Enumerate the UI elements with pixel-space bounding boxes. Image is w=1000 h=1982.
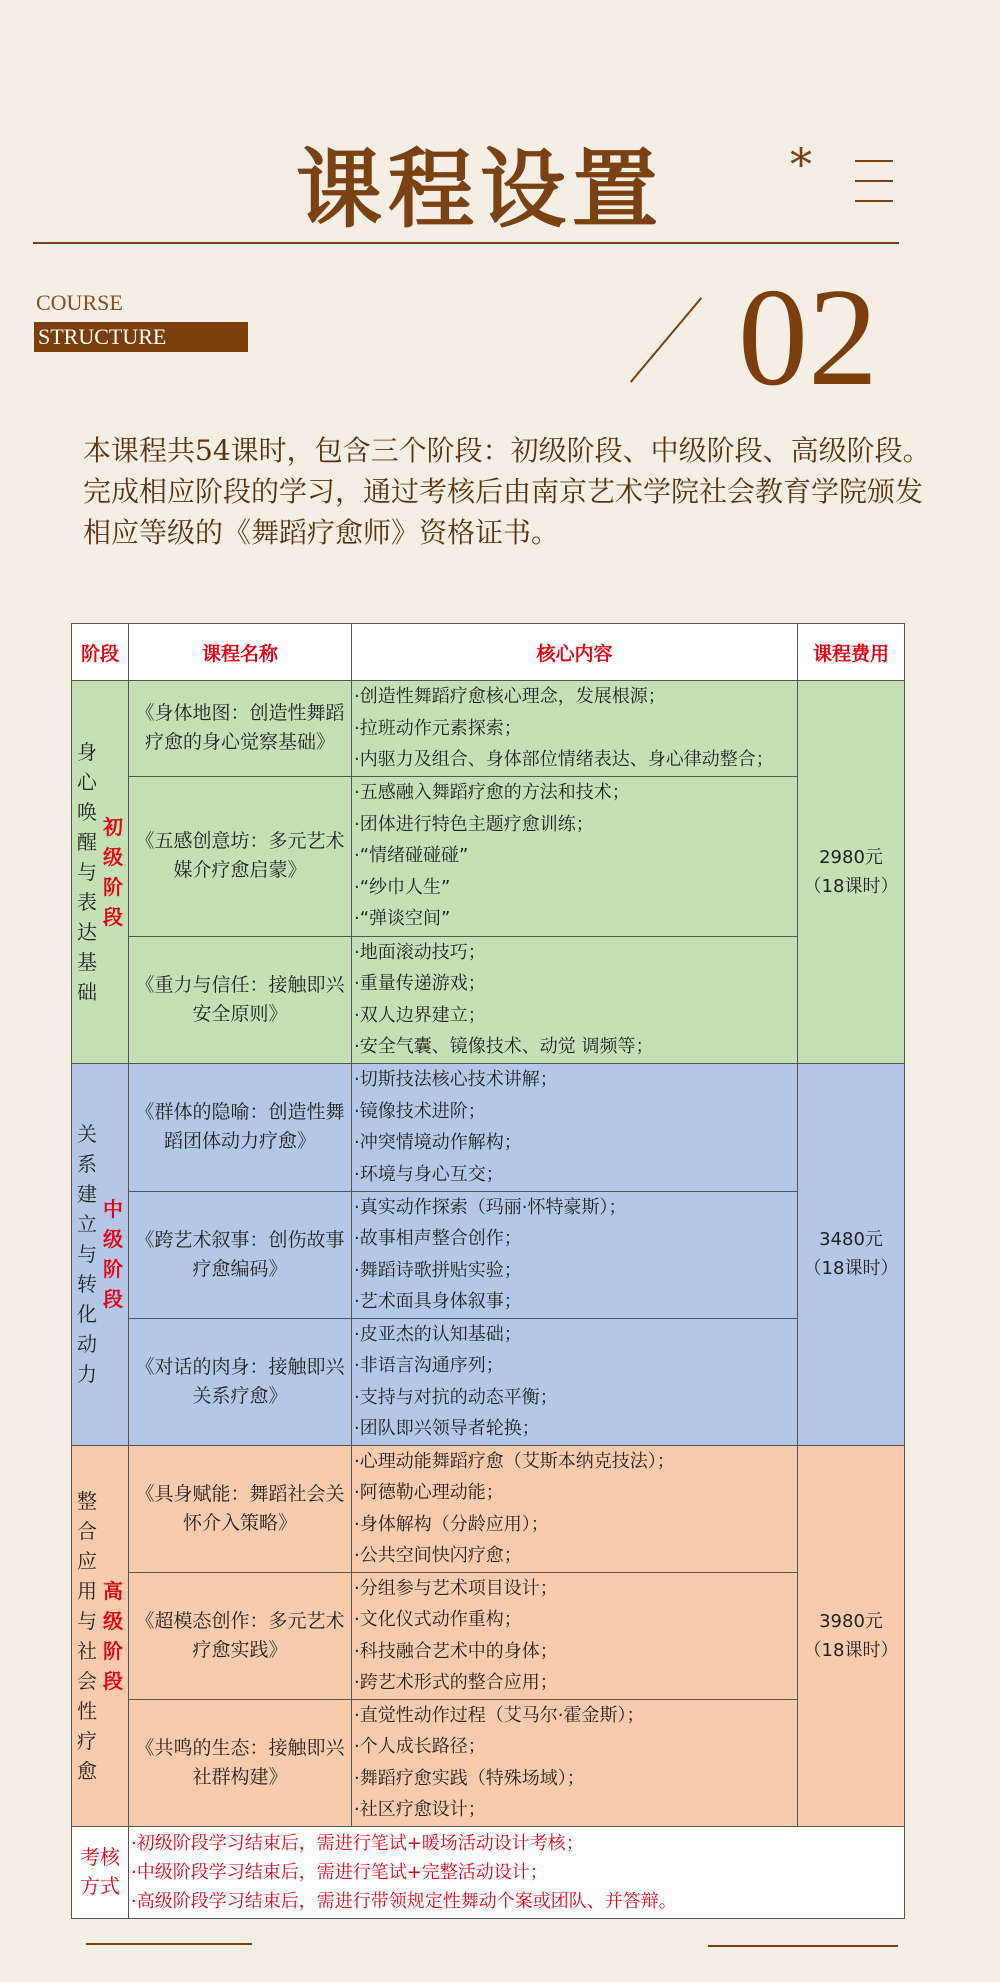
content-line: ·非语言沟通序列； (354, 1355, 504, 1376)
content-line: ·真实动作探索（玛丽·怀特豪斯）； (354, 1196, 627, 1218)
content-line: ·身体解构（分龄应用）； (354, 1513, 549, 1535)
stage-level-char: 级 (103, 1608, 123, 1633)
header-course-name: 课程名称 (129, 624, 352, 681)
intro-paragraph: 完成相应阶段的学习，通过考核后由南京艺术学院社会教育学院颁发相应等级的《舞蹈疗愈师》资格证书。 (83, 475, 924, 549)
stage-level-char: 段 (103, 1287, 123, 1311)
course-name: 《具身赋能：舞蹈社会关怀介入策略》 (129, 1445, 352, 1572)
fee-hours: （18课时） (803, 1639, 899, 1661)
content-line: ·环境与身心互交； (354, 1163, 504, 1185)
stage-theme-char: 合 (77, 1518, 97, 1543)
stage-theme-char: 础 (77, 979, 97, 1004)
core-content (352, 1063, 798, 1191)
table-row (72, 1063, 905, 1191)
intro-text (83, 430, 933, 553)
content-line: ·“纱巾人生” (354, 876, 451, 898)
content-line: ·直觉性动作过程（艾马尔·霍金斯）； (354, 1704, 645, 1726)
content-line: ·皮亚杰的认知基础； (354, 1323, 522, 1345)
stage-theme-char: 愈 (77, 1758, 97, 1783)
fee-amount: 3980元 (819, 1610, 883, 1632)
exam-line: ·初级阶段学习结束后，需进行笔试+暖场活动设计考核； (131, 1832, 584, 1854)
table-row (72, 681, 905, 777)
stage-level-char: 级 (103, 1227, 123, 1251)
core-content (352, 936, 798, 1063)
content-line: ·团队即兴领导者轮换； (354, 1418, 540, 1439)
fee-cell (798, 1063, 905, 1445)
table-row (72, 1699, 905, 1826)
course-name: 《身体地图：创造性舞蹈疗愈的身心觉察基础》 (129, 681, 352, 777)
course-name: 《五感创意坊：多元艺术媒介疗愈启蒙》 (129, 776, 352, 936)
stage-theme-char: 动 (77, 1332, 97, 1356)
course-name: 《群体的隐喻：创造性舞蹈团体动力疗愈》 (129, 1063, 352, 1191)
course-name: 《共鸣的生态：接触即兴社群构建》 (129, 1699, 352, 1826)
content-line: ·重量传递游戏； (354, 973, 486, 994)
content-line: ·切斯技法核心技术讲解； (354, 1069, 558, 1090)
exam-row (72, 1826, 905, 1918)
stage-theme-char: 化 (77, 1302, 97, 1326)
course-name: 《重力与信任：接触即兴安全原则》 (129, 936, 352, 1063)
content-line: ·地面滚动技巧； (354, 941, 486, 963)
fee-cell (798, 1445, 905, 1826)
course-name: 《跨艺术叙事：创伤故事疗愈编码》 (129, 1191, 352, 1318)
content-line: ·心理动能舞蹈疗愈（艾斯本纳克技法）； (354, 1450, 675, 1472)
intro-paragraph: 本课程共54课时，包含三个阶段：初级阶段、中级阶段、高级阶段。 (83, 434, 931, 467)
stage-theme-char: 建 (77, 1182, 97, 1206)
exam-label-line: 考核 (80, 1845, 120, 1869)
stage-theme-char: 基 (77, 949, 97, 974)
stage-theme-char: 唤 (77, 799, 97, 824)
table-row (72, 1445, 905, 1572)
stage-level-char: 高 (103, 1578, 123, 1603)
stage-theme (75, 1119, 99, 1389)
stage-cell (72, 1445, 129, 1826)
stage-theme-char: 心 (77, 769, 97, 794)
stage-level (101, 1194, 125, 1314)
stage-theme (75, 1486, 99, 1786)
section-number: 02 (738, 260, 878, 415)
fee-amount: 2980元 (819, 846, 883, 868)
content-line: ·公共空间快闪疗愈； (354, 1545, 522, 1566)
exam-content (129, 1826, 905, 1918)
slash-decoration (630, 297, 702, 383)
header-stage: 阶段 (72, 624, 129, 681)
content-line: ·拉班动作元素探索； (354, 717, 522, 739)
core-content (352, 776, 798, 936)
stage-theme-char: 与 (77, 859, 97, 884)
header-fee: 课程费用 (798, 624, 905, 681)
table-row (72, 776, 905, 936)
header-core-content: 核心内容 (352, 624, 798, 681)
stage-theme-char: 关 (77, 1122, 97, 1146)
table-row (72, 936, 905, 1063)
stage-level (101, 812, 125, 932)
page-title: 课程设置 (296, 139, 664, 240)
content-line: ·故事相声整合创作； (354, 1228, 522, 1249)
content-line: ·镜像技术进阶； (354, 1100, 486, 1122)
stage-level-char: 阶 (103, 1257, 123, 1281)
stage-level-char: 段 (103, 1668, 123, 1693)
stage-theme-char: 用 (77, 1578, 97, 1603)
content-line: ·社区疗愈设计； (354, 1799, 486, 1820)
stage-level-char: 级 (103, 844, 123, 869)
course-name: 《超模态创作：多元艺术疗愈实践》 (129, 1572, 352, 1699)
content-line: ·内驱力及组合、身体部位情绪表达、身心律动整合； (354, 749, 774, 770)
content-line: ·跨艺术形式的整合应用； (354, 1672, 558, 1693)
fee-amount: 3480元 (819, 1229, 883, 1250)
content-line: ·个人成长路径； (354, 1736, 486, 1757)
content-line: ·艺术面具身体叙事； (354, 1291, 522, 1312)
content-line: ·团体进行特色主题疗愈训练； (354, 813, 594, 835)
stage-level-char: 段 (103, 904, 123, 929)
exam-line: ·高级阶段学习结束后，需进行带领规定性舞动个案或团队、并答辩。 (131, 1890, 677, 1912)
content-line: ·支持与对抗的动态平衡； (354, 1386, 558, 1408)
core-content (352, 1318, 798, 1445)
stage-theme (75, 737, 99, 1007)
stage-theme-char: 达 (77, 919, 97, 944)
stage-theme-char: 疗 (77, 1728, 97, 1753)
exam-label-line: 方式 (80, 1874, 120, 1898)
stage-cell (72, 1063, 129, 1445)
fee-hours: （18课时） (803, 1258, 899, 1279)
stage-theme-char: 力 (77, 1362, 97, 1386)
core-content (352, 681, 798, 777)
stage-level-char: 初 (103, 814, 123, 839)
fee-hours: （18课时） (803, 875, 899, 897)
stage-theme-char: 系 (77, 1152, 97, 1176)
asterisk-decoration: * (790, 140, 812, 191)
title-divider (33, 242, 899, 244)
content-line: ·舞蹈诗歌拼贴实验； (354, 1259, 522, 1281)
content-line: ·文化仪式动作重构； (354, 1609, 522, 1630)
stage-level-char: 阶 (103, 1638, 123, 1663)
table-row (72, 1191, 905, 1318)
content-line: ·冲突情境动作解构； (354, 1132, 522, 1153)
stage-theme-char: 表 (77, 889, 97, 914)
stage-cell (72, 681, 129, 1064)
stage-level-char: 阶 (103, 874, 123, 899)
table-row (72, 1318, 905, 1445)
course-name: 《对话的肉身：接触即兴关系疗愈》 (129, 1318, 352, 1445)
stage-theme-char: 应 (77, 1548, 97, 1573)
stage-theme-char: 与 (77, 1608, 97, 1633)
core-content (352, 1445, 798, 1572)
stage-level (101, 1576, 125, 1696)
stage-theme-char: 立 (77, 1212, 97, 1236)
table-row (72, 1572, 905, 1699)
content-line: ·安全气囊、镜像技术、动觉 调频等； (354, 1036, 654, 1057)
core-content (352, 1572, 798, 1699)
fee-cell (798, 681, 905, 1064)
stage-theme-char: 会 (77, 1668, 97, 1693)
footer-line-right (708, 1945, 898, 1947)
structure-label: STRUCTURE (34, 322, 248, 352)
content-line: ·双人边界建立； (354, 1004, 486, 1026)
exam-line: ·中级阶段学习结束后，需进行笔试+完整活动设计； (131, 1861, 548, 1883)
content-line: ·科技融合艺术中的身体； (354, 1640, 558, 1662)
course-label: COURSE (36, 290, 123, 315)
footer-line-left (86, 1943, 252, 1945)
stage-theme-char: 与 (77, 1242, 97, 1266)
content-line: ·五感融入舞蹈疗愈的方法和技术； (354, 782, 630, 804)
content-line: ·分组参与艺术项目设计； (354, 1577, 558, 1599)
stage-theme-char: 身 (77, 739, 97, 764)
stage-theme-char: 性 (77, 1698, 97, 1723)
content-line: ·创造性舞蹈疗愈核心理念，发展根源； (354, 686, 666, 707)
content-line: ·舞蹈疗愈实践（特殊场域）； (354, 1767, 585, 1789)
stage-theme-char: 整 (77, 1488, 97, 1513)
table-header-row (72, 624, 905, 681)
stage-level-char: 中 (103, 1197, 123, 1221)
exam-label (72, 1826, 129, 1918)
content-line: ·阿德勒心理动能； (354, 1482, 504, 1503)
core-content (352, 1699, 798, 1826)
course-table (71, 623, 905, 1919)
content-line: ·“情绪碰碰碰” (354, 845, 469, 867)
content-line: ·“弹谈空间” (354, 908, 451, 930)
stage-theme-char: 社 (77, 1638, 97, 1663)
menu-icon (855, 160, 893, 220)
stage-theme-char: 转 (77, 1272, 97, 1296)
core-content (352, 1191, 798, 1318)
stage-theme-char: 醒 (77, 829, 97, 854)
